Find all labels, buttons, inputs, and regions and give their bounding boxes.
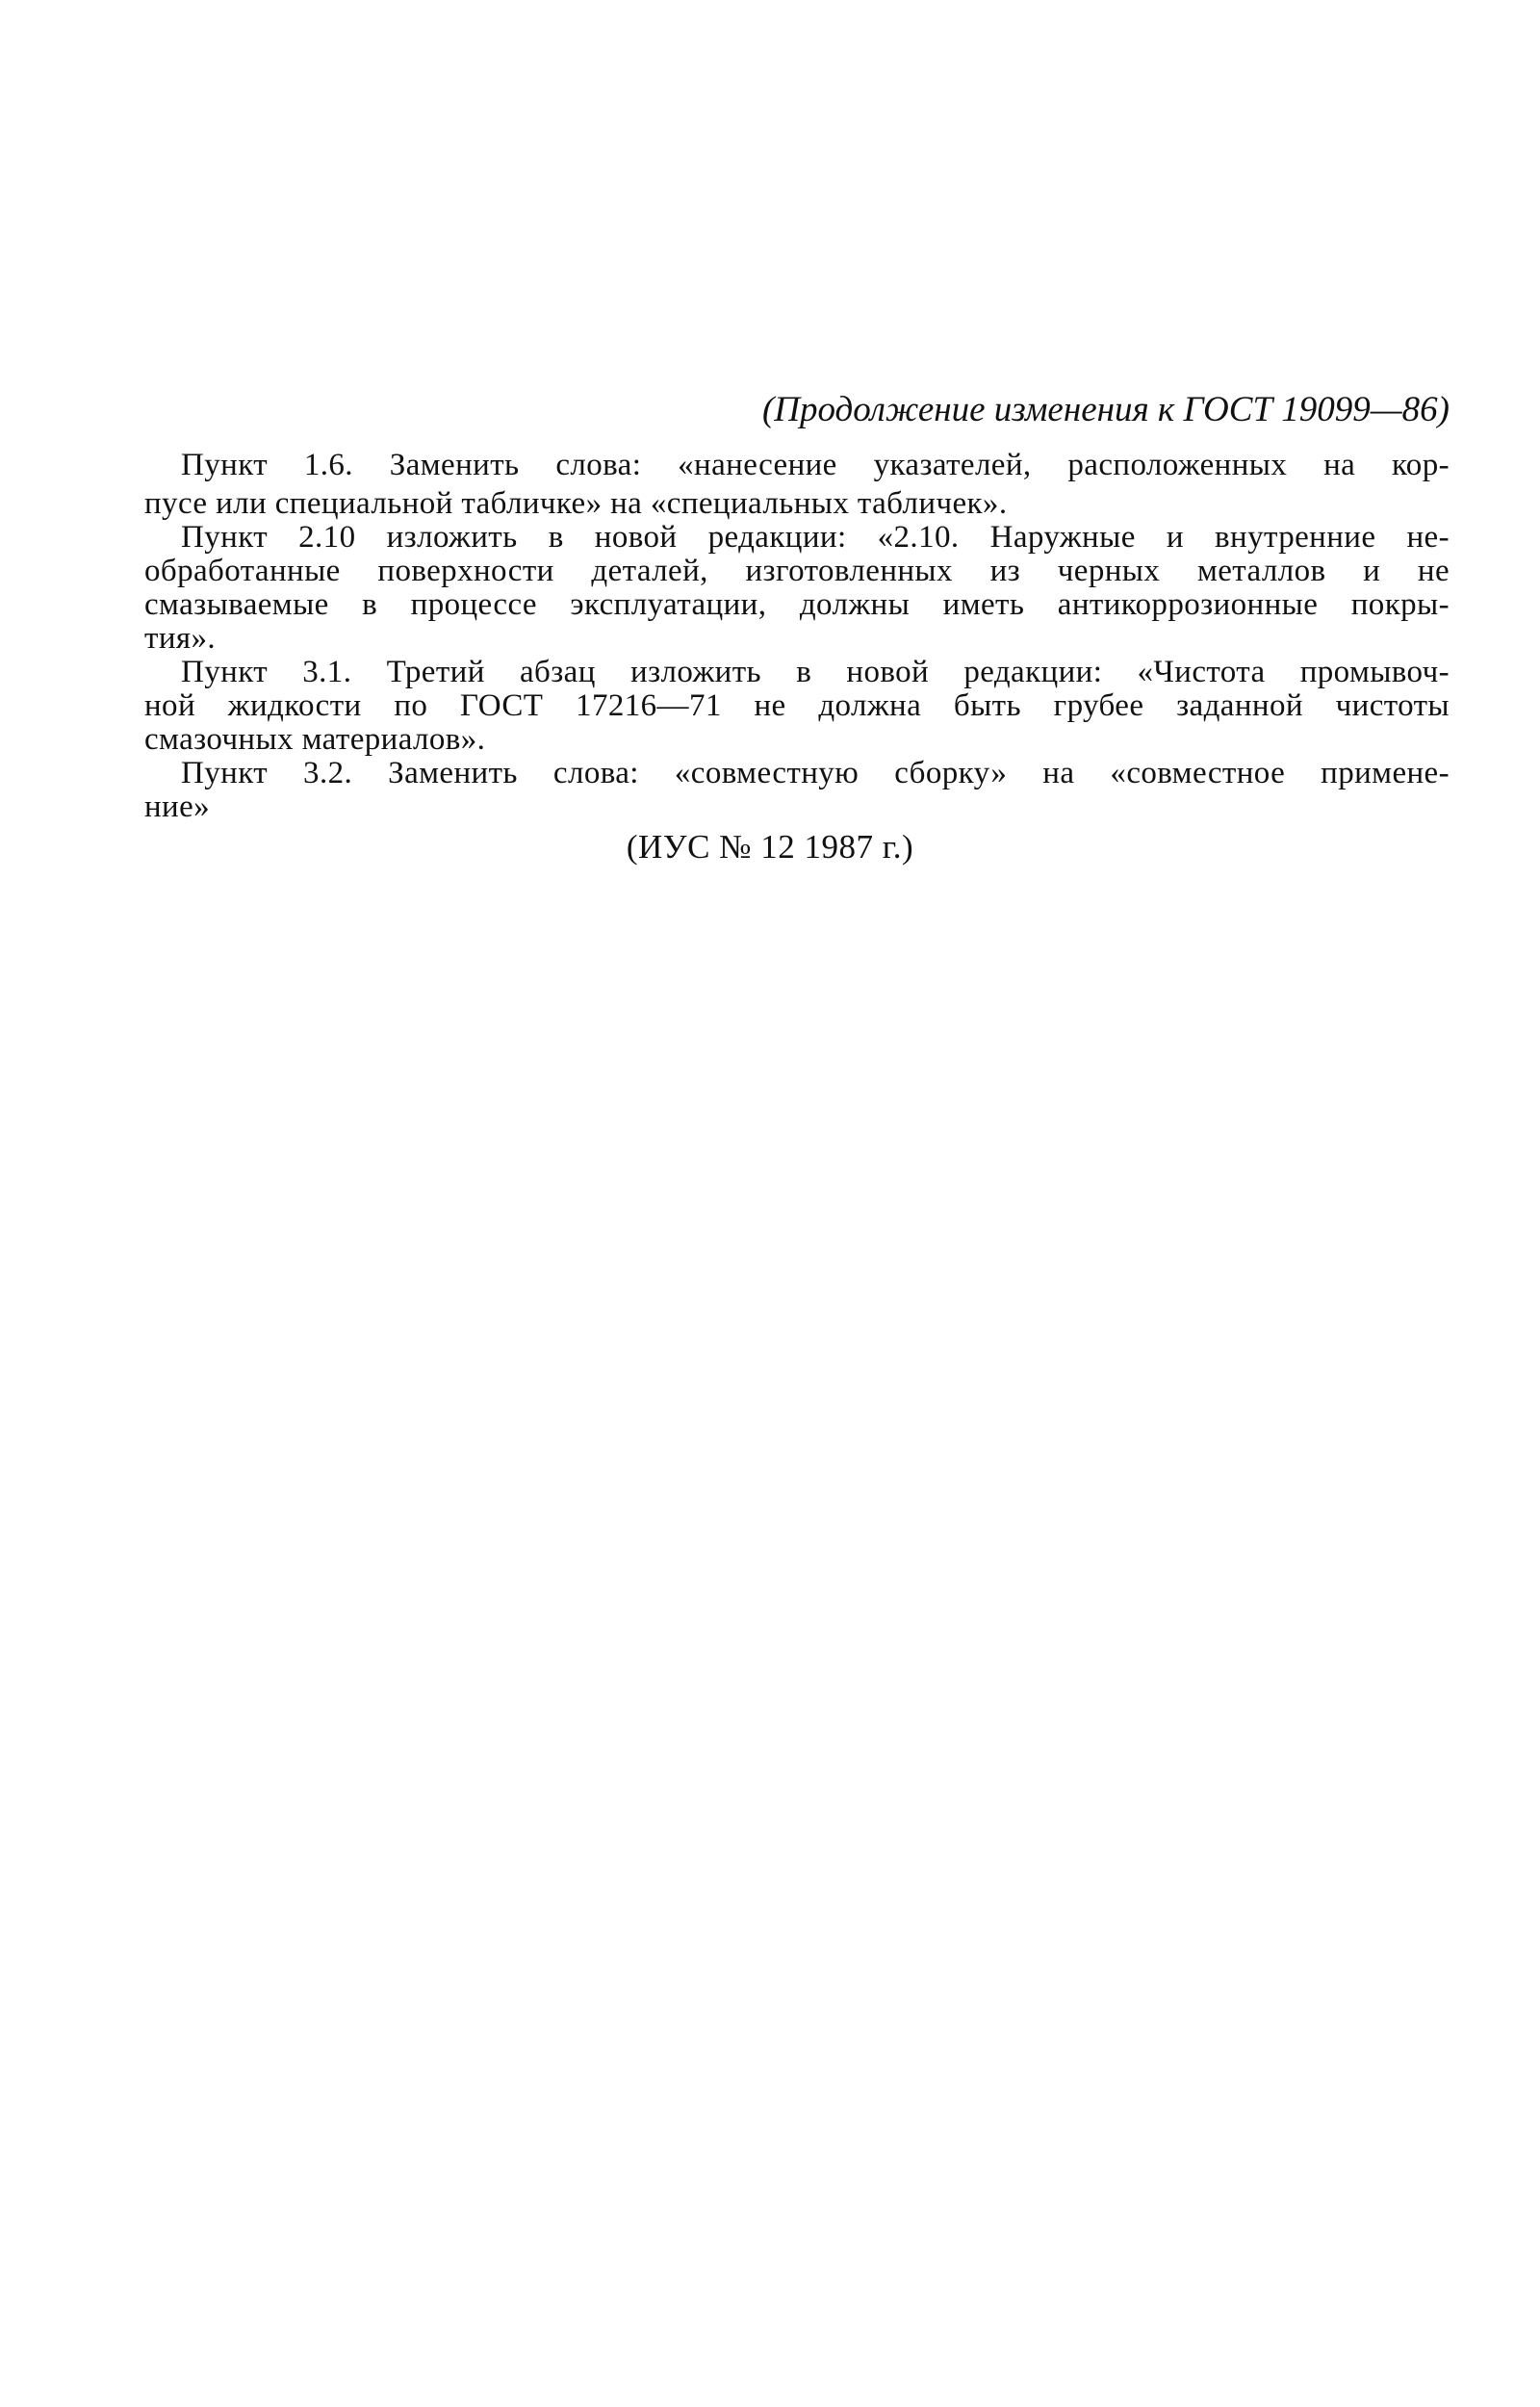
continuation-header: (Продолжение изменения к ГОСТ 19099—86) bbox=[761, 390, 1450, 429]
paragraph-line: пусе или специальной табличке» на «специальных табличек». bbox=[144, 486, 1008, 521]
paragraph-line: ние» bbox=[144, 789, 211, 824]
ius-citation: (ИУС № 12 1987 г.) bbox=[626, 828, 914, 866]
paragraph-line: смазываемые в процессе эксплуатации, должны иметь антикоррозионные покры- bbox=[144, 587, 1450, 622]
paragraph-line: обработанные поверхности деталей, изготовленных из черных металлов и не bbox=[144, 554, 1450, 588]
paragraph-line: Пункт 1.6. Заменить слова: «нанесение указателей, расположенных на кор- bbox=[181, 448, 1450, 482]
paragraph-line: смазочных материалов». bbox=[144, 722, 486, 757]
paragraph-line: Пункт 3.1. Третий абзац изложить в новой редакции: «Чистота промывоч- bbox=[181, 655, 1450, 689]
paragraph-line: Пункт 2.10 изложить в новой редакции: «2.10. Наружные и внутренние не- bbox=[181, 520, 1450, 555]
paragraph-line: Пункт 3.2. Заменить слова: «совместную сборку» на «совместное примене- bbox=[181, 756, 1450, 790]
paragraph-line: ной жидкости по ГОСТ 17216—71 не должна быть грубее заданной чистоты bbox=[144, 688, 1450, 723]
paragraph-line: тия». bbox=[144, 621, 217, 656]
